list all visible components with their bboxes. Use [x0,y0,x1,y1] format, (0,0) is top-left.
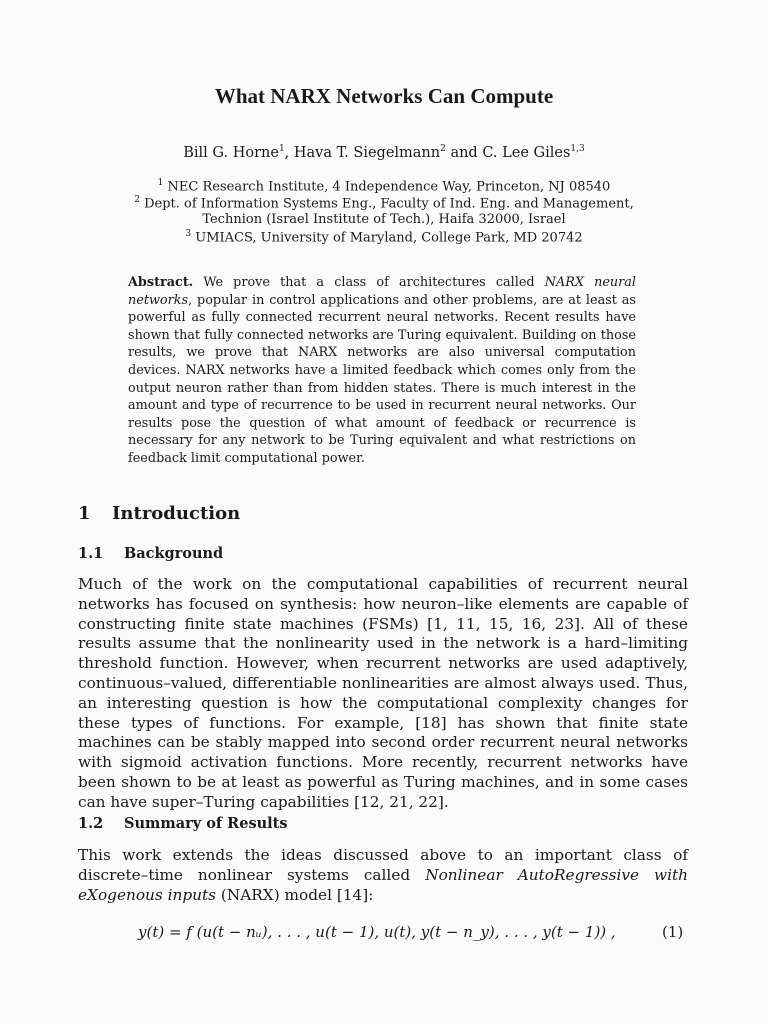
affiliation-mark: 1 [157,178,164,188]
author-2: Hava T. Siegelmann [293,144,441,161]
affiliation-3 [0,229,768,245]
section-heading-introduction [78,503,240,524]
subsection-title: Background [124,545,224,562]
author-3-affiliation-mark: 1,3 [570,144,585,154]
subsection-heading-summary [78,815,288,832]
subsection-title: Summary of Results [124,815,288,832]
abstract-label: Abstract. [128,275,194,290]
affiliation-text: UMIACS, University of Maryland, College Park, MD 20742 [195,230,583,246]
affiliation-mark: 3 [185,229,192,239]
author-1: Bill G. Horne [183,144,279,161]
author-2-affiliation-mark: 2 [440,144,446,154]
equation-1: y(t) = f (u(t − nᵤ), . . . , u(t − 1), u(t), y(t − n_y), . . . , y(t − 1)) , [138,923,616,941]
abstract-italic-term: NARX neural networks [128,275,637,308]
section-number: 1 [78,503,91,524]
affiliation-2-continued [0,212,768,227]
affiliation-text: NEC Research Institute, 4 Independence Way, Princeton, NJ 08540 [167,179,611,195]
author-3: and C. Lee Giles [450,144,571,161]
subsection-number: 1.2 [78,815,104,832]
subsection-number: 1.1 [78,545,104,562]
summary-italic-term: Nonlinear AutoRegressive with eXogenous inputs [78,865,689,904]
summary-text-end: (NARX) model [14]: [220,885,374,904]
paper-title: What NARX Networks Can Compute [214,84,554,108]
summary-paragraph [78,846,688,905]
abstract [128,274,636,468]
section-title: Introduction [112,503,241,524]
subsection-heading-background [78,545,223,562]
summary-text-start: This work extends the ideas discussed above to an important class of discrete–time nonlinear systems called [78,846,688,884]
author-list: Bill G. Horne$^1$, Hava T. Siegelmann$^2$ and C. Lee Giles$^{1,3}$ [183,144,585,161]
abstract-text-start: We prove that a class of architectures called [203,275,535,290]
affiliation-text: Dept. of Information Systems Eng., Faculty of Ind. Eng. and Management, [144,196,634,212]
affiliation-2 [0,195,768,211]
abstract-text-rest: , popular in control applications and other problems, are at least as powerful as fully connected recurrent neural networks. Recent results have shown that fully connected networks are Turing equivalent. Building on those results, we prove that NARX networks are also universal computation devices. NARX networks have a limited feedback which comes only from the output neuron rather than from hidden states. There is much interest in the amount and type of recurrence to be used in recurrent neural networks. Our results pose the question of what amount of feedback or recurrence is necessary for any network to be Turing equivalent and what restrictions on feedback limit computational power. [128,292,636,466]
equation-number: (1) [662,923,684,941]
affiliation-text: Technion (Israel Institute of Tech.), Haifa 32000, Israel [202,212,566,227]
background-paragraph: Much of the work on the computational capabilities of recurrent neural networks has focused on synthesis: how neuron–like elements are capable of constructing finite state machines (FSMs) [1, 11, 15, 16, 23]. All of these results assume that the nonlinearity used in the network is a hard–limiting threshold function. However, when recurrent networks are used adaptively, continuous–valued, differentiable nonlinearities are almost always used. Thus, an interesting question is how the computational complexity changes for these types of functions. For example, [18] has shown that finite state machines can be stably mapped into second order recurrent neural networks with sigmoid activation functions. More recently, recurrent networks have been shown to be at least as powerful as Turing machines, and in some cases can have super–Turing capabilities [12, 21, 22]. [78,575,688,811]
author-1-affiliation-mark: 1 [278,144,285,154]
affiliation-mark: 2 [134,195,140,205]
affiliation-1 [0,178,768,194]
